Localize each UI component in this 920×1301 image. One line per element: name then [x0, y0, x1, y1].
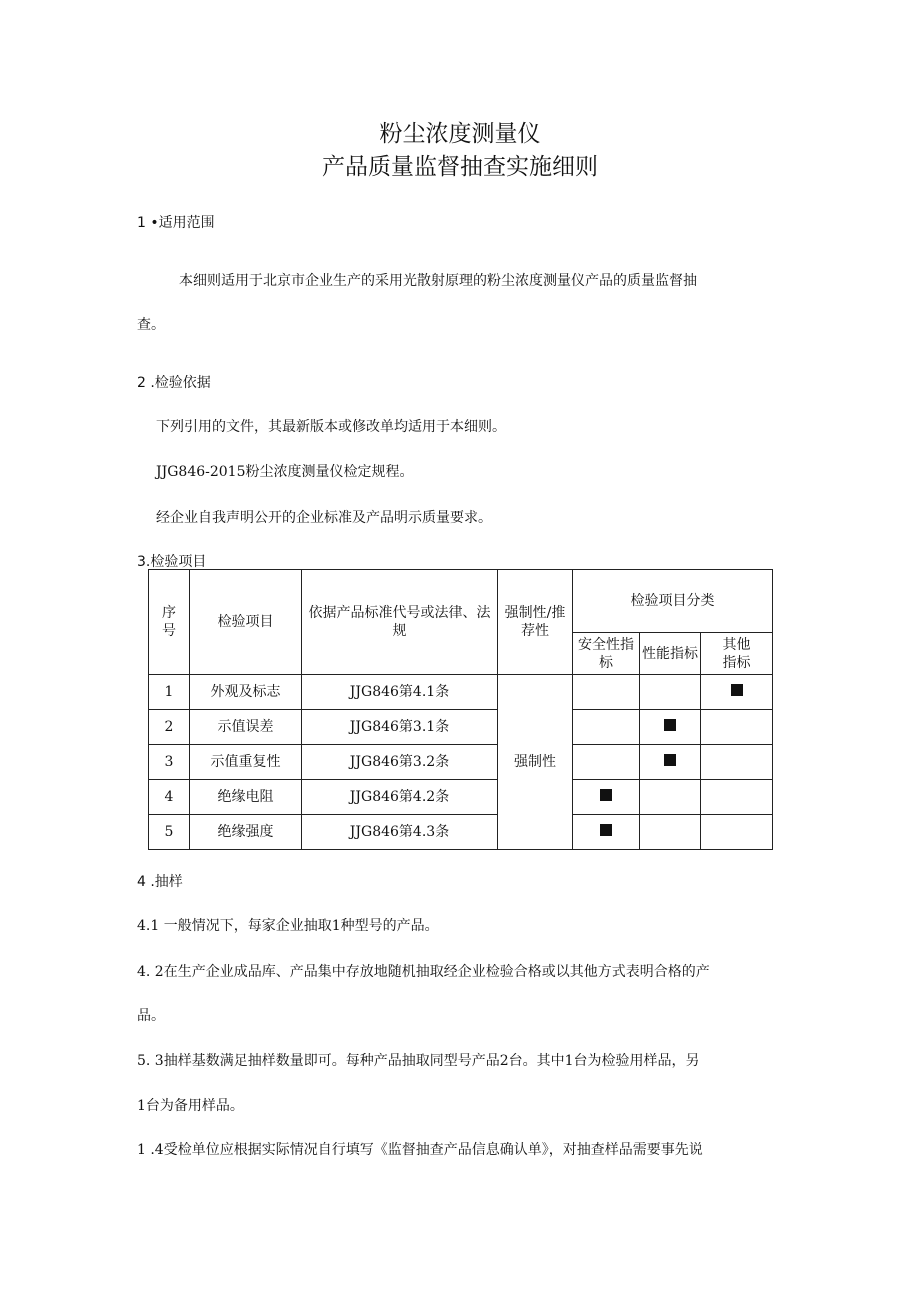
- row-seq: 1: [149, 675, 190, 710]
- table-row: [149, 815, 773, 850]
- table-row: [149, 745, 773, 780]
- inspection-items-table: [148, 569, 773, 850]
- row-seq: 5: [149, 815, 190, 850]
- row-item: 示值重复性: [190, 745, 302, 780]
- section-4-1: 4.1 一般情况下，每家企业抽取1种型号的产品。: [137, 918, 439, 934]
- row-mandatory: 强制性: [498, 675, 573, 850]
- row-seq: 2: [149, 710, 190, 745]
- header-performance: 性能指标: [640, 633, 701, 675]
- row-basis: JJG846第3.2条: [302, 745, 498, 780]
- cell-performance: [640, 780, 701, 815]
- section-4-2-line2: 品。: [137, 1008, 165, 1024]
- header-safety: 安全性指标: [573, 633, 640, 675]
- row-seq: 3: [149, 745, 190, 780]
- row-item: 示值误差: [190, 710, 302, 745]
- header-mandatory: 强制性/推荐性: [498, 570, 573, 675]
- header-other: 其他指标: [701, 633, 773, 675]
- cell-safety: [573, 815, 640, 850]
- filled-square-mark-icon: [664, 719, 676, 731]
- filled-square-mark-icon: [664, 754, 676, 766]
- cell-other: [701, 675, 773, 710]
- table-row: [149, 675, 773, 710]
- section-1-paragraph-line1: 本细则适用于北京市企业生产的采用光散射原理的粉尘浓度测量仪产品的质量监督抽: [179, 273, 697, 289]
- row-basis: JJG846第3.1条: [302, 710, 498, 745]
- header-basis: 依据产品标准代号或法律、法规: [302, 570, 498, 675]
- cell-other: [701, 710, 773, 745]
- section-2-line1: 下列引用的文件，其最新版本或修改单均适用于本细则。: [156, 419, 506, 435]
- cell-other: [701, 815, 773, 850]
- section-2-standard: JJG846-2015粉尘浓度测量仪检定规程。: [156, 464, 414, 480]
- header-seq: 序号: [149, 570, 190, 675]
- filled-square-mark-icon: [600, 824, 612, 836]
- cell-performance: [640, 675, 701, 710]
- row-basis: JJG846第4.2条: [302, 780, 498, 815]
- row-item: 绝缘电阻: [190, 780, 302, 815]
- header-category: 检验项目分类: [573, 570, 773, 633]
- table-row: [149, 710, 773, 745]
- header-item: 检验项目: [190, 570, 302, 675]
- document-title-line2: 产品质量监督抽查实施细则: [322, 154, 598, 180]
- cell-performance: [640, 815, 701, 850]
- section-4-4-line1: 1 .4受检单位应根据实际情况自行填写《监督抽查产品信息确认单》，对抽查样品需要事先说: [137, 1142, 703, 1158]
- section-4-heading: 4 .抽样: [137, 874, 183, 890]
- cell-performance: [640, 745, 701, 780]
- row-basis: JJG846第4.1条: [302, 675, 498, 710]
- row-seq: 4: [149, 780, 190, 815]
- cell-safety: [573, 780, 640, 815]
- section-4-3-line1: 5. 3抽样基数满足抽样数量即可。每种产品抽取同型号产品2台。其中1台为检验用样品，另: [137, 1053, 700, 1069]
- section-3-heading: 3.检验项目: [137, 554, 207, 570]
- cell-other: [701, 745, 773, 780]
- filled-square-mark-icon: [731, 684, 743, 696]
- cell-safety: [573, 745, 640, 780]
- cell-other: [701, 780, 773, 815]
- table-row: [149, 780, 773, 815]
- row-item: 外观及标志: [190, 675, 302, 710]
- section-2-heading: 2 .检验依据: [137, 375, 211, 391]
- section-1-heading: 1 •适用范围: [137, 215, 215, 231]
- section-4-2-line1: 4. 2在生产企业成品库、产品集中存放地随机抽取经企业检验合格或以其他方式表明合格的产: [137, 964, 710, 980]
- row-basis: JJG846第4.3条: [302, 815, 498, 850]
- row-item: 绝缘强度: [190, 815, 302, 850]
- document-title-line1: 粉尘浓度测量仪: [379, 121, 541, 147]
- cell-safety: [573, 710, 640, 745]
- cell-performance: [640, 710, 701, 745]
- section-1-paragraph-line2: 查。: [137, 317, 165, 333]
- cell-safety: [573, 675, 640, 710]
- filled-square-mark-icon: [600, 789, 612, 801]
- section-4-3-line2: 1台为备用样品。: [137, 1098, 244, 1114]
- section-2-line3: 经企业自我声明公开的企业标准及产品明示质量要求。: [156, 510, 492, 526]
